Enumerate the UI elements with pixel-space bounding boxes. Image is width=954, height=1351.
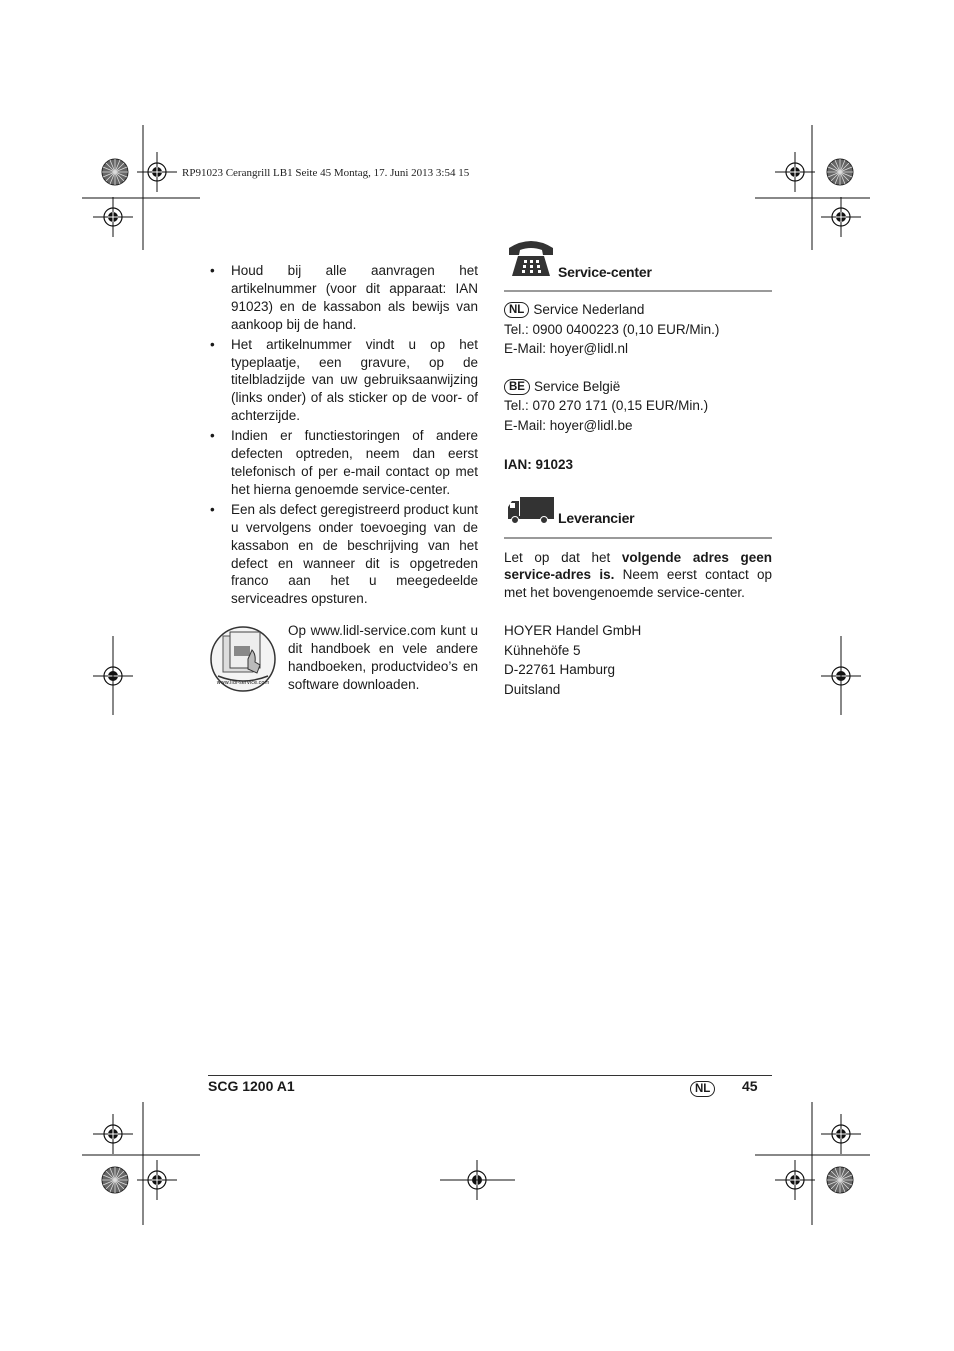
instruction-list [208, 262, 478, 608]
service-center-header [504, 236, 772, 292]
left-column [208, 262, 478, 610]
supplier-note: Let op dat het volgende adres geen service-adres is. Neem eerst contact op met het bovengenoemde service-center. [504, 549, 772, 600]
service-be-name: Service België [533, 378, 621, 394]
telephone-icon [506, 238, 556, 280]
address-line: D-22761 Hamburg [504, 662, 616, 677]
footer-rule [208, 1075, 772, 1076]
list-item: • Houd bij alle aanvragen het artikelnummer (voor dit apparaat: IAN 91023) en de kassabon als bewijs van aankoop bij de hand. [210, 263, 478, 332]
supplier-address [504, 621, 772, 699]
page-number: 45 [742, 1078, 758, 1094]
list-item: • Een als defect geregistreerd product kunt u vervolgens onder toevoeging van de kassabon en de beschrijving van het defect en wanneer dit is opgetreden franco aan het u meegedeelde serviceadres opsturen. [210, 501, 478, 607]
country-badge-nl: NL [504, 302, 529, 318]
truck-icon [506, 495, 556, 525]
address-line: HOYER Handel GmbH [504, 623, 642, 638]
address-line: Kühnehöfe 5 [504, 642, 581, 658]
country-badge-be: BE [504, 379, 530, 395]
service-be-email: E-Mail: hoyer@lidl.be [504, 417, 633, 433]
right-column [504, 236, 772, 699]
address-line: Duitsland [504, 681, 561, 697]
service-be [504, 377, 772, 436]
service-nl-email: E-Mail: hoyer@lidl.nl [504, 341, 628, 356]
service-nl [504, 300, 772, 359]
print-slug: RP91023 Cerangrill LB1 Seite 45 Montag, 17. Juni 2013 3:54 15 [182, 167, 470, 179]
service-center-title: Service-center [558, 263, 652, 280]
ian-number: IAN: 91023 [504, 457, 574, 472]
svg-text:www.lidl-service.com: www.lidl-service.com [216, 680, 270, 686]
supplier-title: Leverancier [558, 510, 635, 526]
service-be-tel: Tel.: 070 270 171 (0,15 EUR/Min.) [504, 398, 709, 413]
supplier-header [504, 491, 772, 539]
lidl-service-text: Op www.lidl-service.com kunt u dit handboek en vele andere handboeken, productvideo’s en software downloaden. [288, 623, 478, 692]
list-item: • Indien er functiestoringen of andere defecten optreden, neem dan eerst telefonisch of per e-mail contact op met het hierna genoemde service-center. [210, 428, 478, 497]
service-nl-name: Service Nederland [533, 302, 645, 317]
list-item: • Het artikelnummer vindt u op het typeplaatje, een gravure, op de titelbladzijde van uw gebruiksaanwijzing (links onder) of als sticker op de voor- of achterzijde. [210, 336, 478, 424]
service-nl-tel: Tel.: 0900 0400223 (0,10 EUR/Min.) [504, 321, 720, 337]
footer-lang-badge: NL [690, 1081, 715, 1097]
lidl-service-icon [208, 624, 278, 694]
footer-model: SCG 1200 A1 [208, 1078, 295, 1094]
